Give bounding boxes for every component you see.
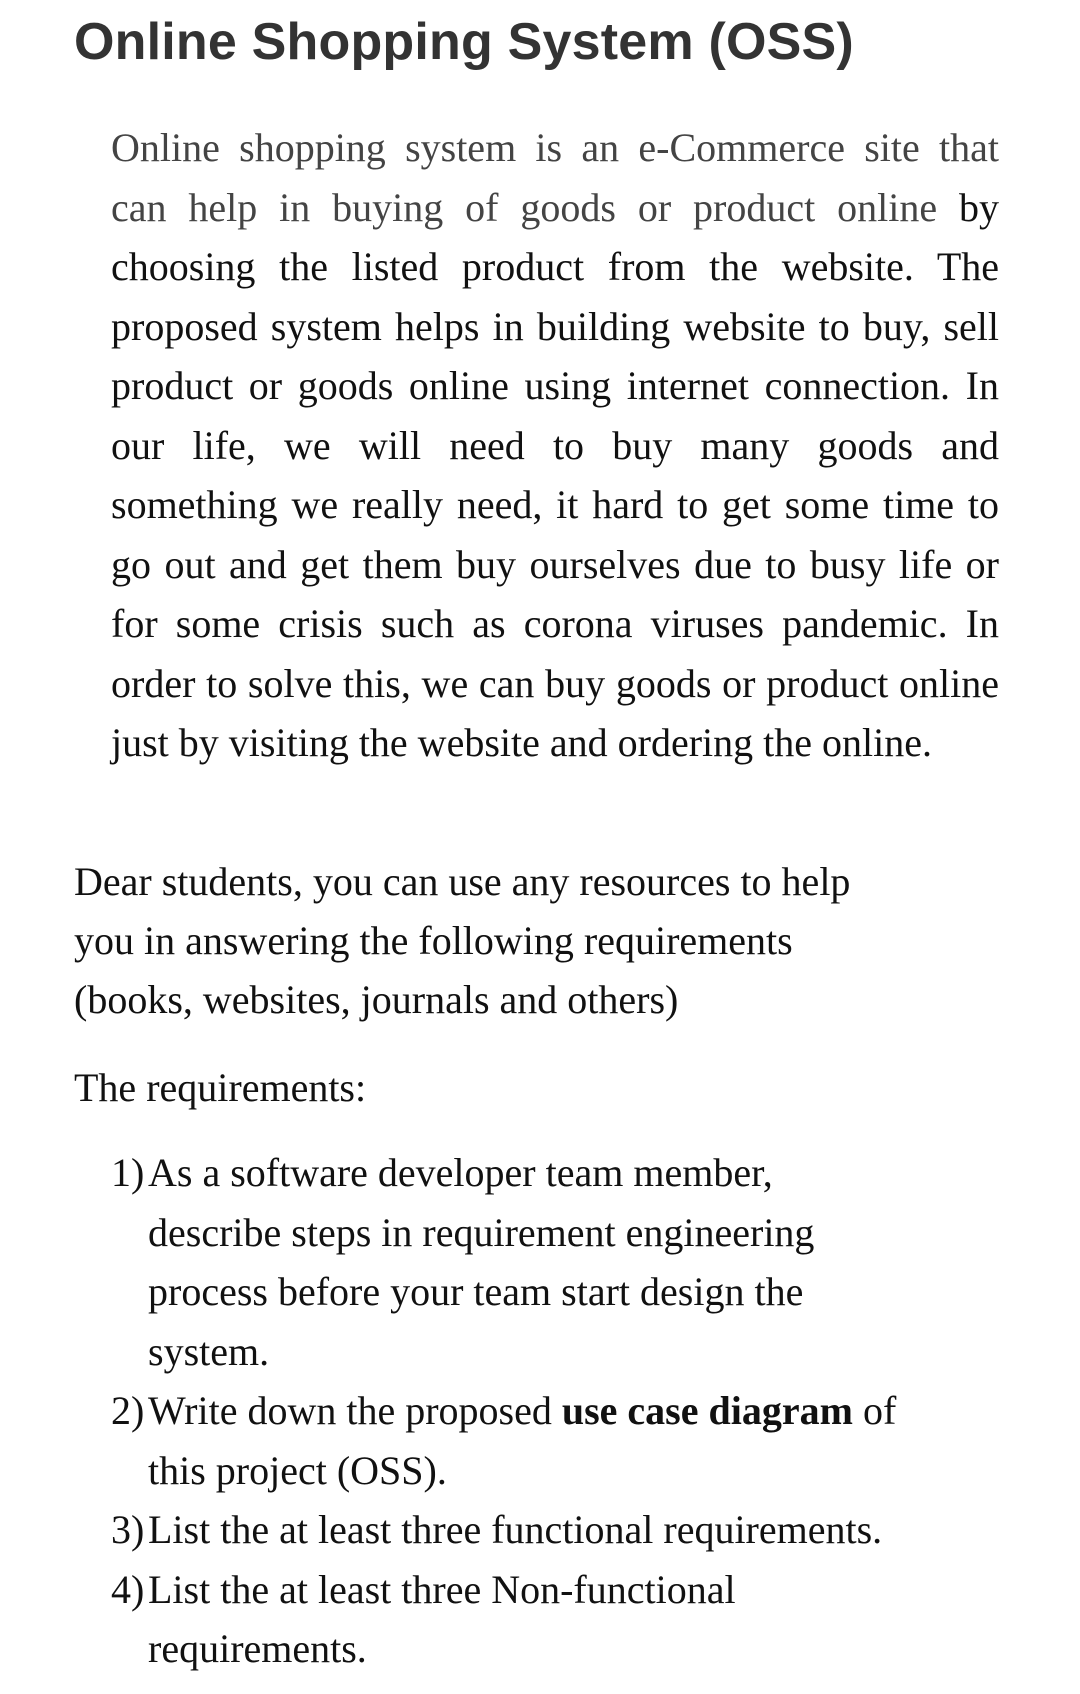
- student-note-line: you in answering the following requirements: [74, 918, 793, 963]
- requirement-line: describe steps in requirement engineering: [148, 1209, 815, 1255]
- requirement-emphasis: use case diagram: [561, 1388, 853, 1433]
- document-title: Online Shopping System (OSS): [74, 13, 854, 71]
- intro-body-text: by choosing the listed product from the website. The proposed system helps in building website to buy, sell product or goods online using internet connection. In our life, we will need to buy many goods and something we really need, it hard to get some time to go out and get them buy ourselves due to busy life or for some crisis such as corona viruses pandemic. In order to solve this, we can buy goods or product online just by visiting the website and ordering the online.: [111, 184, 999, 765]
- requirement-number: 2): [111, 1388, 145, 1433]
- requirement-item-4: [111, 1560, 1011, 1679]
- requirement-line: As a software developer team member,: [148, 1150, 773, 1195]
- requirement-number: 3): [111, 1507, 145, 1552]
- requirement-text: Write down the proposed: [148, 1388, 562, 1433]
- intro-lead-text: Online shopping system is an e-Commerce site that can help in buying of goods or product online: [111, 125, 999, 230]
- requirement-line: List the at least three Non-functional: [148, 1566, 736, 1612]
- requirement-line: [148, 1381, 1011, 1441]
- requirement-line: process before your team start design the: [148, 1269, 804, 1314]
- student-note-line: (books, websites, journals and others): [74, 977, 679, 1022]
- requirement-line: this project (OSS).: [148, 1447, 447, 1493]
- student-note: [74, 852, 974, 1029]
- requirement-number: 1): [111, 1150, 145, 1195]
- requirement-line: system.: [148, 1328, 270, 1374]
- requirements-list: [111, 1143, 1011, 1679]
- requirement-item-1: [111, 1143, 1011, 1381]
- requirements-heading: The requirements:: [74, 1065, 367, 1110]
- requirement-number: 4): [111, 1566, 145, 1612]
- requirement-item-2: [111, 1381, 1011, 1500]
- requirement-line: List the at least three functional requirements.: [148, 1507, 883, 1552]
- requirement-text: of: [852, 1388, 897, 1433]
- requirement-item-3: [111, 1500, 1011, 1560]
- student-note-line: Dear students, you can use any resources to help: [74, 859, 851, 904]
- requirement-line: requirements.: [148, 1626, 367, 1671]
- intro-paragraph: [111, 118, 999, 773]
